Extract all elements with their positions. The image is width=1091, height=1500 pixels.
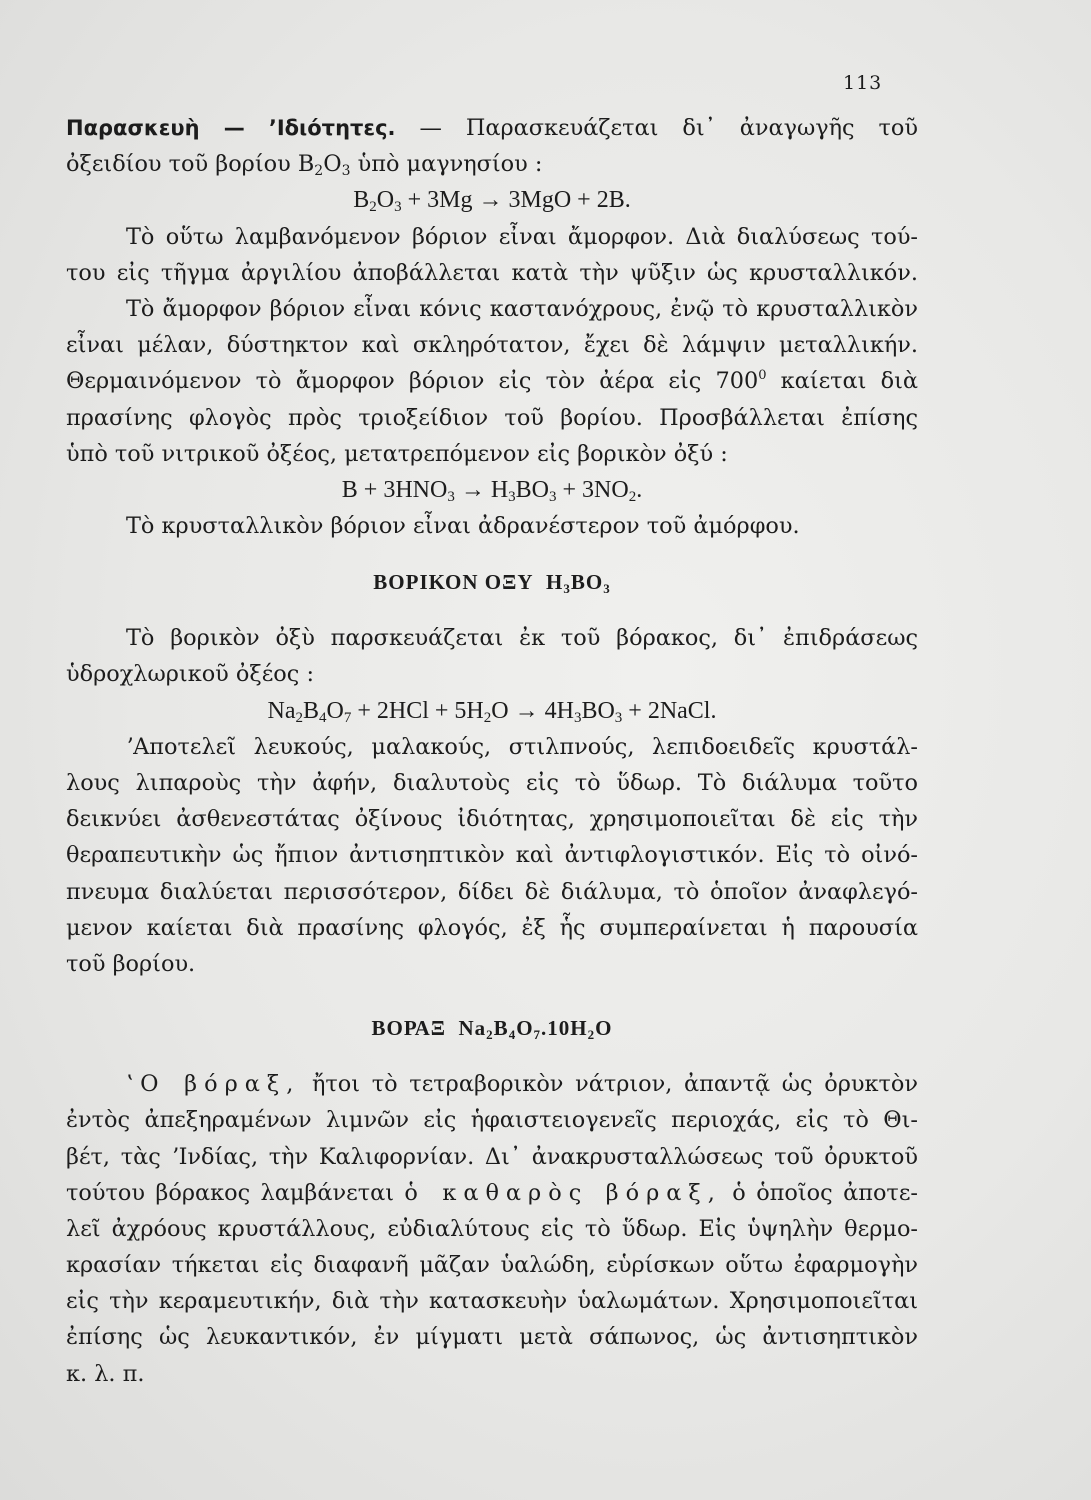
- eq-part: BO: [581, 697, 615, 724]
- subscript: 2: [295, 709, 303, 726]
- section-heading: [66, 1004, 918, 1052]
- subscript: 2: [587, 1027, 596, 1043]
- text-span: ὑπὸ μαγνησίου :: [350, 151, 543, 178]
- text-line: εἰς τὴν κεραμευτικήν, διὰ τὴν κατασκευὴν ὑαλωμάτων. Χρησιμοποιεῖται: [66, 1288, 918, 1315]
- chemical-equation: [66, 472, 918, 508]
- text-line: λους λιπαροὺς τὴν ἀφήν, διαλυτοὺς εἰς τὸ ὕδωρ. Τὸ διάλυμα τοῦτο: [66, 770, 918, 796]
- text-line: τοῦ βορίου.: [66, 950, 196, 977]
- eq-part: → H: [454, 476, 509, 503]
- eq-part: O: [376, 187, 395, 214]
- text-line: ἐντὸς ἀπεξηραμένων λιμνῶν εἰς ἡφαιστειογενεῖς περιοχάς, εἰς τὸ Θι-: [66, 1107, 918, 1134]
- eq-part: + 3NO: [556, 476, 629, 503]
- subscript: 3: [508, 488, 516, 505]
- subscript: 3: [573, 709, 582, 726]
- eq-part: O: [326, 697, 344, 724]
- text-line: μενον καίεται διὰ πρασίνης φλογός, ἐξ ἧς συμπεραίνεται ἡ παρουσία: [66, 914, 918, 941]
- heading-text: B: [493, 1016, 509, 1041]
- spacer: [66, 544, 918, 558]
- heading-text: BO: [570, 570, 604, 595]
- text-span: O: [323, 151, 342, 178]
- heading-text: O: [595, 1016, 613, 1041]
- text-line: [66, 363, 918, 399]
- eq-part: + 3Mg → 3MgO + 2B.: [401, 187, 631, 214]
- text-line: κ. λ. π.: [66, 1360, 145, 1387]
- eq-part: O → 4H: [491, 697, 574, 724]
- eq-part: BO: [515, 476, 550, 503]
- subscript: 7: [343, 709, 352, 726]
- text-line: [66, 146, 918, 182]
- text-line: βέτ, τὰς ʼΙνδίας, τὴν Καλιφορνίαν. Δι᾽ ἀνακρυσταλλώσεως τοῦ ὀρυκτοῦ: [66, 1143, 918, 1170]
- text-line: Τὸ βορικὸν ὀξὺ παρσκευάζεται ἐκ τοῦ βόρακος, δι᾽ ἐπιδράσεως: [126, 625, 918, 652]
- text-span: ὀξειδίου τοῦ βορίου B: [66, 151, 315, 178]
- text-line: δεικνύει ἀσθενεστάτας ὀξίνους ἰδιότητας, χρησιμοποιεῖται δὲ εἰς τὴν: [66, 806, 918, 833]
- heading-text: O: [516, 1016, 534, 1041]
- text-span: ὁ ὁποῖος ἀποτε-: [721, 1179, 918, 1206]
- heading-text: ΒΟΡΑΞ Na: [371, 1016, 487, 1041]
- eq-part: .: [636, 476, 643, 503]
- text-span: ἤτοι τὸ τετραβορικὸν νάτριον, ἀπαντᾷ ὡς ὀρυκτὸν: [300, 1071, 919, 1098]
- text-span: — Παρασκευάζεται δι᾽ ἀναγωγῆς τοῦ: [419, 115, 918, 141]
- subscript: 2: [483, 709, 492, 726]
- text-line: [66, 1175, 918, 1211]
- text-line: [66, 110, 918, 146]
- subscript: 3: [549, 488, 557, 505]
- chemical-equation: [66, 182, 918, 218]
- eq-part: B + 3HNO: [341, 476, 448, 503]
- text-line: Τὸ κρυσταλλικὸν βόριον εἶναι ἀδρανέστερον τοῦ ἀμόρφου.: [126, 513, 800, 540]
- text-line: ἐπίσης ὡς λευκαντικόν, ἐν μίγματι μετὰ σάπωνος, ὡς ἀντισηπτικὸν: [66, 1324, 918, 1351]
- text-span: Θερμαινόμενον τὸ ἄμορφον βόριον εἰς τὸν ἀέρα εἰς 700: [66, 368, 759, 395]
- text-line: ὑδροχλωρικοῦ ὀξέος :: [66, 661, 314, 688]
- subscript: 3: [394, 199, 402, 216]
- text-line: πρασίνης φλογὸς πρὸς τριοξείδιον τοῦ βορίου. Προσβάλλεται ἐπίσης: [66, 404, 918, 431]
- subscript: 4: [508, 1027, 517, 1043]
- section-lead-title: Παρασκευὴ — ʼΙδιότητες.: [66, 116, 396, 140]
- spacer: [66, 982, 918, 1004]
- eq-part: + 2HCl + 5H: [351, 697, 484, 724]
- chemical-equation: [66, 693, 918, 729]
- subscript: 2: [369, 199, 377, 216]
- subscript: 3: [341, 163, 351, 180]
- text-line: Τὸ ἄμορφον βόριον εἶναι κόνις καστανόχρους, ἐνῷ τὸ κρυσταλλικὸν: [126, 295, 918, 322]
- subscript: 3: [603, 581, 611, 597]
- heading-text: ΒΟΡΙΚΟΝ ΟΞΥ H: [373, 570, 564, 595]
- text-span: τούτου βόρακος λαμβάνεται: [66, 1179, 405, 1206]
- page-number: 113: [843, 72, 883, 94]
- text-line: θεραπευτικὴν ὡς ἤπιον ἀντισηπτικὸν καὶ ἀντιφλογιστικόν. Εἰς τὸ οἰνό-: [66, 842, 918, 869]
- text-line: [66, 1066, 918, 1102]
- spaced-text: ὁ καθαρὸς βόραξ,: [404, 1179, 722, 1206]
- text-line: ʼΑποτελεῖ λευκούς, μαλακούς, στιλπνούς, λεπιδοειδεῖς κρυστάλ-: [126, 733, 918, 760]
- subscript: 2: [628, 488, 637, 505]
- spacer: [66, 1052, 918, 1066]
- subscript: 3: [447, 488, 455, 505]
- text-line: ὑπὸ τοῦ νιτρικοῦ ὀξέος, μετατρεπόμενον εἰς βορικὸν ὀξύ :: [66, 440, 728, 467]
- text-line: εἶναι μέλαν, δύστηκτον καὶ σκληρότατον, ἔχει δὲ λάμψιν μεταλλικήν.: [66, 332, 918, 359]
- section-heading: [66, 558, 918, 606]
- text-line: του εἰς τῆγμα ἀργιλίου ἀποβάλλεται κατὰ τὴν ψῦξιν ὡς κρυσταλλικόν.: [66, 259, 918, 286]
- subscript: 7: [533, 1027, 542, 1043]
- eq-part: + 2NaCl.: [622, 697, 717, 724]
- subscript: 4: [319, 709, 327, 726]
- page-content: [66, 110, 918, 1392]
- subscript: 2: [486, 1027, 494, 1043]
- eq-part: B: [353, 187, 370, 214]
- eq-part: Na: [267, 697, 296, 724]
- spacer: [66, 606, 918, 620]
- heading-text: .10H: [541, 1016, 588, 1041]
- text-line: πνευμα διαλύεται περισσότερον, δίδει δὲ διάλυμα, τὸ ὁποῖον ἀναφλεγό-: [66, 878, 918, 905]
- superscript: 0: [758, 368, 767, 384]
- text-line: Τὸ οὕτω λαμβανόμενον βόριον εἶναι ἄμορφον. Διὰ διαλύσεως τού-: [126, 223, 918, 250]
- subscript: 2: [314, 163, 324, 180]
- text-line: λεῖ ἀχρόους κρυστάλλους, εὐδιαλύτους εἰς τὸ ὕδωρ. Εἰς ὑψηλὴν θερμο-: [66, 1215, 918, 1242]
- text-line: κρασίαν τήκεται εἰς διαφανῆ μᾶζαν ὑαλώδη, εὑρίσκων οὕτω ἐφαρμογὴν: [66, 1252, 918, 1279]
- text-span: καίεται διὰ: [766, 368, 918, 395]
- subscript: 3: [563, 581, 571, 597]
- spaced-text: ʽΟ βόραξ,: [126, 1071, 301, 1098]
- subscript: 3: [614, 709, 623, 726]
- eq-part: B: [302, 697, 319, 724]
